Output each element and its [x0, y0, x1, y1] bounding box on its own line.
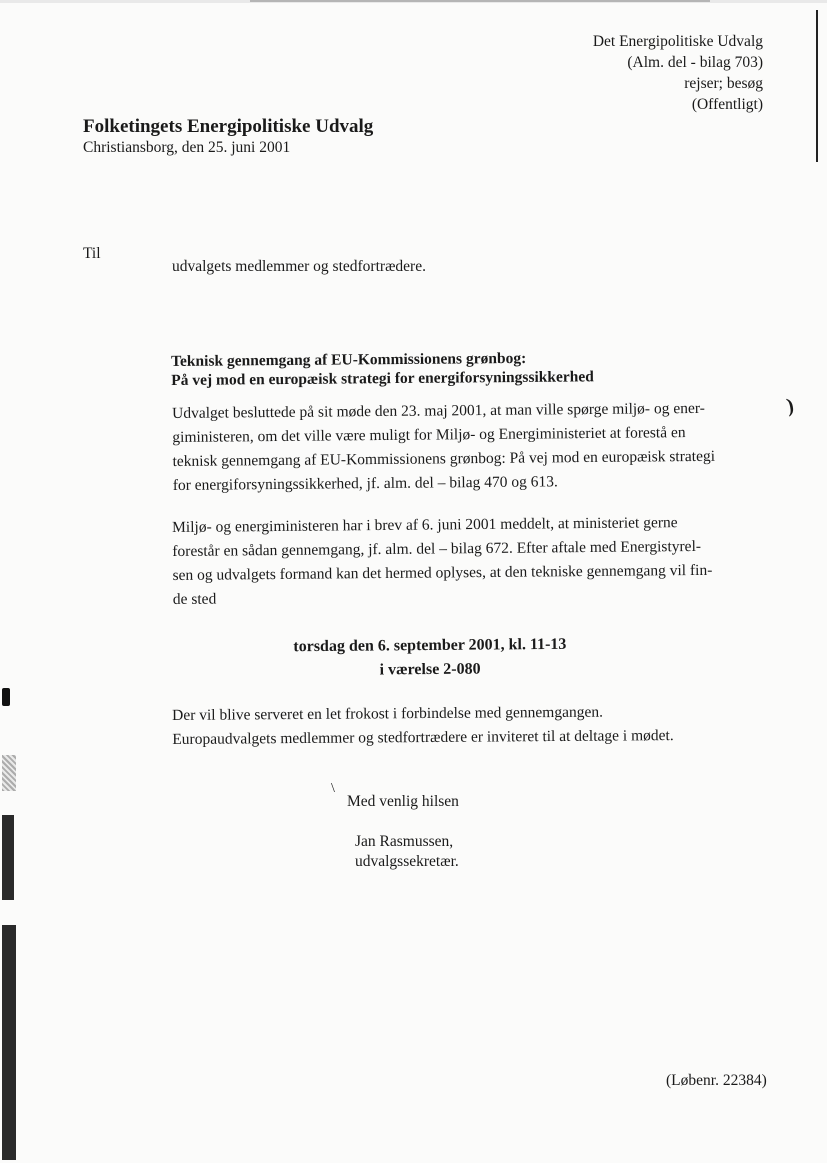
meeting-time: torsdag den 6. september 2001, kl. 11-13 — [293, 635, 567, 656]
signer-name: Jan Rasmussen, — [355, 833, 454, 850]
text-line: Der vil blive serveret en let frokost i forbindelse med gennemgangen. — [172, 703, 604, 724]
addressee-label: Til — [83, 245, 101, 262]
text-line: Europaudvalgets medlemmer og stedfortrædere er inviteret til at deltage i mødet. — [172, 727, 674, 748]
subject-line: På vej mod en europæisk strategi for energiforsyningssikkerhed — [171, 368, 594, 389]
signer-title: udvalgssekretær. — [355, 853, 459, 870]
text-line: forestår en sådan gennemgang, jf. alm. del – bilag 672. Efter aftale med Energistyrel- — [172, 537, 702, 560]
addressee-recipients: udvalgets medlemmer og stedfortrædere. — [172, 258, 426, 275]
text-line: for energiforsyningssikkerhed, jf. alm. del – bilag 470 og 613. — [172, 473, 558, 494]
text-line: giministeren, om det ville være muligt for Miljø- og Energiministeriet at forestå en — [172, 424, 686, 446]
scan-margin-mark — [2, 815, 14, 900]
body-paragraph-1 — [172, 396, 767, 498]
subject-heading — [171, 348, 594, 390]
scan-margin-mark — [2, 688, 10, 706]
reference-line: Det Energipolitiske Udvalg — [592, 33, 763, 50]
reference-line: (Alm. del - bilag 703) — [627, 54, 763, 71]
text-line: teknisk gennemgang af EU-Kommissionens grønbog: På vej mod en europæisk strategi — [172, 447, 716, 470]
body-paragraph-2 — [172, 510, 767, 612]
scan-top-line — [250, 0, 710, 2]
scan-margin-mark — [2, 755, 16, 791]
scan-stray-mark: ) — [785, 394, 796, 418]
text-line: de sted — [172, 590, 217, 608]
running-number: (Løbenr. 22384) — [666, 1072, 767, 1089]
text-line: Miljø- og energiministeren har i brev af 6. juni 2001 meddelt, at ministeriet gerne — [172, 514, 678, 536]
closing-greeting: Med venlig hilsen — [347, 793, 459, 810]
reference-line: (Offentligt) — [691, 96, 763, 113]
meeting-details — [200, 632, 660, 684]
meeting-room: i værelse 2-080 — [379, 660, 481, 679]
sender-org-title: Folketingets Energipolitiske Udvalg — [83, 116, 374, 137]
subject-line: Teknisk gennemgang af EU-Kommissionens grønbog: — [171, 349, 527, 370]
scan-margin-mark — [2, 925, 16, 1160]
text-line: Udvalget besluttede på sit møde den 23. maj 2001, at man ville spørge miljø- og ener- — [172, 399, 705, 422]
place-date: Christiansborg, den 25. juni 2001 — [83, 139, 291, 156]
scan-stray-mark: \ — [331, 781, 335, 796]
reference-line: rejser; besøg — [684, 75, 763, 92]
committee-reference — [593, 31, 763, 115]
scan-right-bar — [816, 10, 818, 162]
body-paragraph-3 — [172, 699, 772, 752]
signature-block — [355, 832, 459, 872]
text-line: sen og udvalgets formand kan det hermed oplyses, at den tekniske gennemgang vil fin- — [172, 561, 713, 584]
